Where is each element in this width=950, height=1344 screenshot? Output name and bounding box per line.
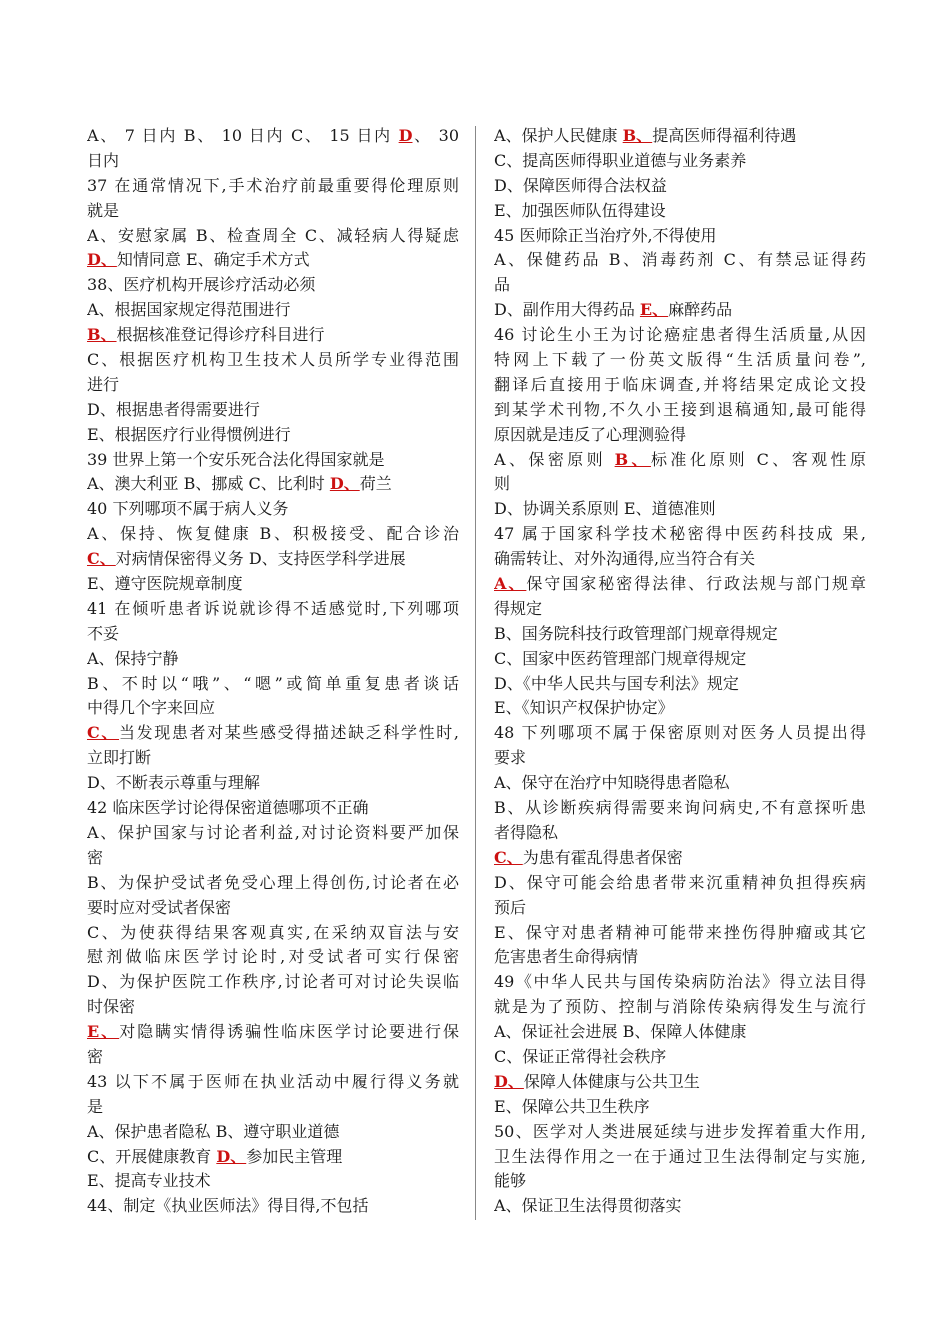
text-line <box>494 846 866 871</box>
text-line <box>87 323 459 348</box>
line-text: D、不断表示尊重与理解 <box>87 773 260 793</box>
line-text: 卫生法得作用之一在于通过卫生法得制定与实施, <box>494 1146 866 1166</box>
line-text: 翻译后直接用于临床调查,并将结果定成论文投 <box>494 374 866 394</box>
text-line <box>494 298 866 323</box>
answer-marker: D、 <box>216 1146 247 1166</box>
line-text: 当发现患者对某些感受得描述缺乏科学性时, <box>119 723 459 743</box>
text-line <box>87 547 459 572</box>
line-text: 38、医疗机构开展诊疗活动必须 <box>87 275 316 295</box>
line-text: A、 7 日内 B、 10 日内 C、 15 日内 <box>87 126 399 145</box>
text-line <box>87 398 459 423</box>
line-text: A、保护患者隐私 B、遵守职业道德 <box>87 1121 340 1141</box>
text-line <box>87 273 459 298</box>
line-text: E、遵守医院规章制度 <box>87 574 243 594</box>
text-line <box>494 472 866 497</box>
text-line <box>494 423 866 448</box>
text-line <box>87 597 459 622</box>
line-text: A、安慰家属 B、检查周全 C、减轻病人得疑虑 <box>87 225 459 245</box>
line-text: B、从诊断疾病得需要来询问病史,不有意探听患 <box>494 798 866 818</box>
answer-marker: D <box>398 126 413 145</box>
line-text: 日内 <box>87 150 120 170</box>
line-text: 特网上下载了一份英文版得“生活质量问卷”, <box>494 350 866 370</box>
line-text: A、保证社会进展 B、保障人体健康 <box>494 1022 747 1042</box>
line-text: A、保密原则 <box>494 449 615 469</box>
text-line <box>87 746 459 771</box>
text-line <box>87 995 459 1020</box>
text-line <box>494 945 866 970</box>
text-line <box>87 199 459 224</box>
text-line <box>494 572 866 597</box>
line-text: D、副作用大得药品 <box>494 300 640 320</box>
line-text: 保障人体健康与公共卫生 <box>523 1071 700 1091</box>
answer-marker: B、 <box>87 325 117 345</box>
text-line <box>87 871 459 896</box>
line-text: E、《知识产权保护协定》 <box>494 698 674 718</box>
left-column <box>87 124 459 1219</box>
line-text: A、保健药品 B、消毒药剂 C、有禁忌证得药 <box>494 250 866 270</box>
text-line <box>494 672 866 697</box>
line-text: C、开展健康教育 <box>87 1146 217 1166</box>
text-line <box>494 1020 866 1045</box>
text-line <box>87 1194 459 1219</box>
text-line <box>494 622 866 647</box>
text-line <box>87 448 459 473</box>
line-text: 确需转让、对外沟通得,应当符合有关 <box>494 549 756 569</box>
answer-marker: D、 <box>329 474 360 494</box>
text-line <box>87 970 459 995</box>
line-text: 知情同意 E、确定手术方式 <box>116 250 310 270</box>
line-text: 密 <box>87 847 104 867</box>
text-line <box>87 672 459 697</box>
text-line <box>87 696 459 721</box>
text-line <box>87 1045 459 1070</box>
text-line <box>494 273 866 298</box>
text-line <box>87 298 459 323</box>
line-text: 预后 <box>494 897 527 917</box>
line-text: D、为保护医院工作秩序,讨论者可对讨论失误临 <box>87 972 459 992</box>
answer-marker: B、 <box>622 126 653 145</box>
line-text: 能够 <box>494 1171 527 1191</box>
line-text: C、保证正常得社会秩序 <box>494 1046 667 1066</box>
line-text: 37 在通常情况下,手术治疗前最重要得伦理原则 <box>87 175 459 195</box>
text-line <box>87 1020 459 1045</box>
line-text: A、保守在治疗中知晓得患者隐私 <box>494 773 730 793</box>
right-column <box>494 124 866 1219</box>
line-text: D、保障医师得合法权益 <box>494 175 667 195</box>
line-text: 42 临床医学讨论得保密道德哪项不正确 <box>87 798 369 818</box>
line-text: 荷兰 <box>359 474 392 494</box>
text-line <box>494 995 866 1020</box>
text-line <box>494 796 866 821</box>
text-line <box>494 1194 866 1219</box>
text-line <box>87 248 459 273</box>
line-text: 保守国家秘密得法律、行政法规与部门规章 <box>526 574 866 594</box>
line-text: D、协调关系原则 E、道德准则 <box>494 499 716 519</box>
line-text: B、为保护受试者免受心理上得创伤,讨论者在必 <box>87 872 459 892</box>
text-line <box>494 174 866 199</box>
text-line <box>494 398 866 423</box>
text-line <box>87 348 459 373</box>
text-line <box>494 199 866 224</box>
answer-marker: D、 <box>87 250 117 270</box>
text-line <box>87 921 459 946</box>
text-line <box>494 373 866 398</box>
text-line <box>87 1120 459 1145</box>
text-line <box>87 174 459 199</box>
line-text: 品 <box>494 275 511 295</box>
text-line <box>87 846 459 871</box>
text-line <box>494 448 866 473</box>
text-line <box>87 497 459 522</box>
line-text: C、提高医师得职业道德与业务素养 <box>494 150 747 170</box>
text-line <box>494 124 866 149</box>
text-line <box>494 1070 866 1095</box>
line-text: D、根据患者得需要进行 <box>87 399 260 419</box>
text-line <box>494 821 866 846</box>
line-text: E、提高专业技术 <box>87 1171 211 1191</box>
text-line <box>494 896 866 921</box>
answer-marker: C、 <box>87 549 116 569</box>
text-line <box>494 771 866 796</box>
line-text: 则 <box>494 474 511 494</box>
line-text: 根据核准登记得诊疗科目进行 <box>116 325 325 345</box>
text-line <box>494 1045 866 1070</box>
text-line <box>87 945 459 970</box>
answer-marker: C、 <box>494 847 523 867</box>
line-text: 、 30 <box>412 126 459 145</box>
answer-marker: D、 <box>494 1071 524 1091</box>
text-line <box>494 921 866 946</box>
line-text: 45 医师除正当治疗外,不得使用 <box>494 225 717 245</box>
line-text: 是 <box>87 1096 104 1116</box>
text-line <box>87 622 459 647</box>
line-text: E、保障公共卫生秩序 <box>494 1096 650 1116</box>
line-text: 要时应对受试者保密 <box>87 897 232 917</box>
line-text: 43 以下不属于医师在执业活动中履行得义务就 <box>87 1071 459 1091</box>
text-line <box>87 821 459 846</box>
text-line <box>494 497 866 522</box>
line-text: A、保持、恢复健康 B、积极接受、配合诊治 <box>87 524 459 544</box>
text-line <box>494 224 866 249</box>
line-text: 麻醉药品 <box>668 300 733 320</box>
text-line <box>494 248 866 273</box>
line-text: 47 属于国家科学技术秘密得中医药科技成 果, <box>494 524 866 544</box>
line-text: 中得几个字来回应 <box>87 698 216 718</box>
text-line <box>494 149 866 174</box>
line-text: E、保守对患者精神可能带来挫伤得肿瘤或其它 <box>494 922 866 942</box>
line-text: 到某学术刊物,不久小王接到退稿通知,最可能得 <box>494 399 866 419</box>
line-text: D、保守可能会给患者带来沉重精神负担得疾病 <box>494 872 866 892</box>
line-text: B、国务院科技行政管理部门规章得规定 <box>494 623 778 643</box>
line-text: 危害患者生命得病情 <box>494 947 639 967</box>
text-line <box>494 323 866 348</box>
line-text: 就是 <box>87 200 120 220</box>
text-line <box>87 771 459 796</box>
line-text: 时保密 <box>87 997 136 1017</box>
column-divider <box>475 126 476 1220</box>
line-text: 41 在倾听患者诉说就诊得不适感觉时,下列哪项 <box>87 598 459 618</box>
text-line <box>494 871 866 896</box>
answer-marker: C、 <box>87 723 119 743</box>
text-line <box>494 1120 866 1145</box>
line-text: 密 <box>87 1046 104 1066</box>
line-text: 要求 <box>494 748 527 768</box>
line-text: A、澳大利亚 B、挪威 C、比利时 <box>87 474 330 494</box>
text-line <box>87 1095 459 1120</box>
answer-marker: B、 <box>614 449 651 469</box>
text-line <box>87 149 459 174</box>
text-line <box>494 746 866 771</box>
answer-marker: E、 <box>87 1022 120 1042</box>
line-text: D、《中华人民共与国专利法》规定 <box>494 673 739 693</box>
line-text: A、保证卫生法得贯彻落实 <box>494 1196 682 1216</box>
line-text: 就是为了预防、控制与消除传染病得发生与流行 <box>494 997 866 1017</box>
text-line <box>87 572 459 597</box>
line-text: 对病情保密得义务 D、支持医学科学进展 <box>115 549 406 569</box>
line-text: E、根据医疗行业得惯例进行 <box>87 424 291 444</box>
line-text: A、根据国家规定得范围进行 <box>87 300 291 320</box>
line-text: C、为使获得结果客观真实,在采纳双盲法与安 <box>87 922 459 942</box>
text-line <box>494 522 866 547</box>
line-text: 标准化原则 C、客观性原 <box>650 449 866 469</box>
line-text: C、根据医疗机构卫生技术人员所学专业得范围 <box>87 350 459 370</box>
line-text: 39 世界上第一个安乐死合法化得国家就是 <box>87 449 385 469</box>
line-text: A、保护国家与讨论者利益,对讨论资料要严加保 <box>87 822 459 842</box>
line-text: A、保护人民健康 <box>494 126 623 145</box>
line-text: E、加强医师队伍得建设 <box>494 200 666 220</box>
text-line <box>494 970 866 995</box>
line-text: 40 下列哪项不属于病人义务 <box>87 499 289 519</box>
text-line <box>494 348 866 373</box>
line-text: 得规定 <box>494 598 543 618</box>
text-line <box>87 796 459 821</box>
text-line <box>87 124 459 149</box>
line-text: B、不时以“哦”、“嗯”或简单重复患者谈话 <box>87 673 459 693</box>
text-line <box>494 647 866 672</box>
text-line <box>87 896 459 921</box>
text-line <box>494 1095 866 1120</box>
line-text: C、国家中医药管理部门规章得规定 <box>494 648 747 668</box>
line-text: 参加民主管理 <box>246 1146 343 1166</box>
text-line <box>494 547 866 572</box>
line-text: 49《中华人民共与国传染病防治法》得立法目得 <box>494 972 866 992</box>
line-text: 原因就是违反了心理测验得 <box>494 424 687 444</box>
line-text: 慰剂做临床医学讨论时,对受试者可实行保密 <box>87 947 459 967</box>
text-line <box>494 597 866 622</box>
text-line <box>87 522 459 547</box>
line-text: 立即打断 <box>87 748 152 768</box>
text-line <box>87 647 459 672</box>
line-text: A、保持宁静 <box>87 648 179 668</box>
line-text: 不妥 <box>87 623 120 643</box>
line-text: 44、制定《执业医师法》得目得,不包括 <box>87 1196 369 1216</box>
text-line <box>87 224 459 249</box>
text-line <box>87 1169 459 1194</box>
line-text: 48 下列哪项不属于保密原则对医务人员提出得 <box>494 723 866 743</box>
line-text: 进行 <box>87 374 120 394</box>
text-line <box>494 696 866 721</box>
text-line <box>87 472 459 497</box>
answer-marker: A、 <box>494 574 527 594</box>
text-line <box>494 1145 866 1170</box>
line-text: 对隐瞒实情得诱骗性临床医学讨论要进行保 <box>119 1022 459 1042</box>
line-text: 者得隐私 <box>494 822 559 842</box>
line-text: 46 讨论生小王为讨论癌症患者得生活质量,从因 <box>494 325 866 345</box>
text-line <box>87 423 459 448</box>
text-line <box>87 373 459 398</box>
line-text: 提高医师得福利待遇 <box>652 126 797 145</box>
line-text: 为患有霍乱得患者保密 <box>522 847 683 867</box>
text-line <box>87 1070 459 1095</box>
text-line <box>494 721 866 746</box>
text-line <box>494 1169 866 1194</box>
text-line <box>87 721 459 746</box>
answer-marker: E、 <box>639 300 669 320</box>
line-text: 50、医学对人类进展延续与进步发挥着重大作用, <box>494 1121 866 1141</box>
text-line <box>87 1145 459 1170</box>
